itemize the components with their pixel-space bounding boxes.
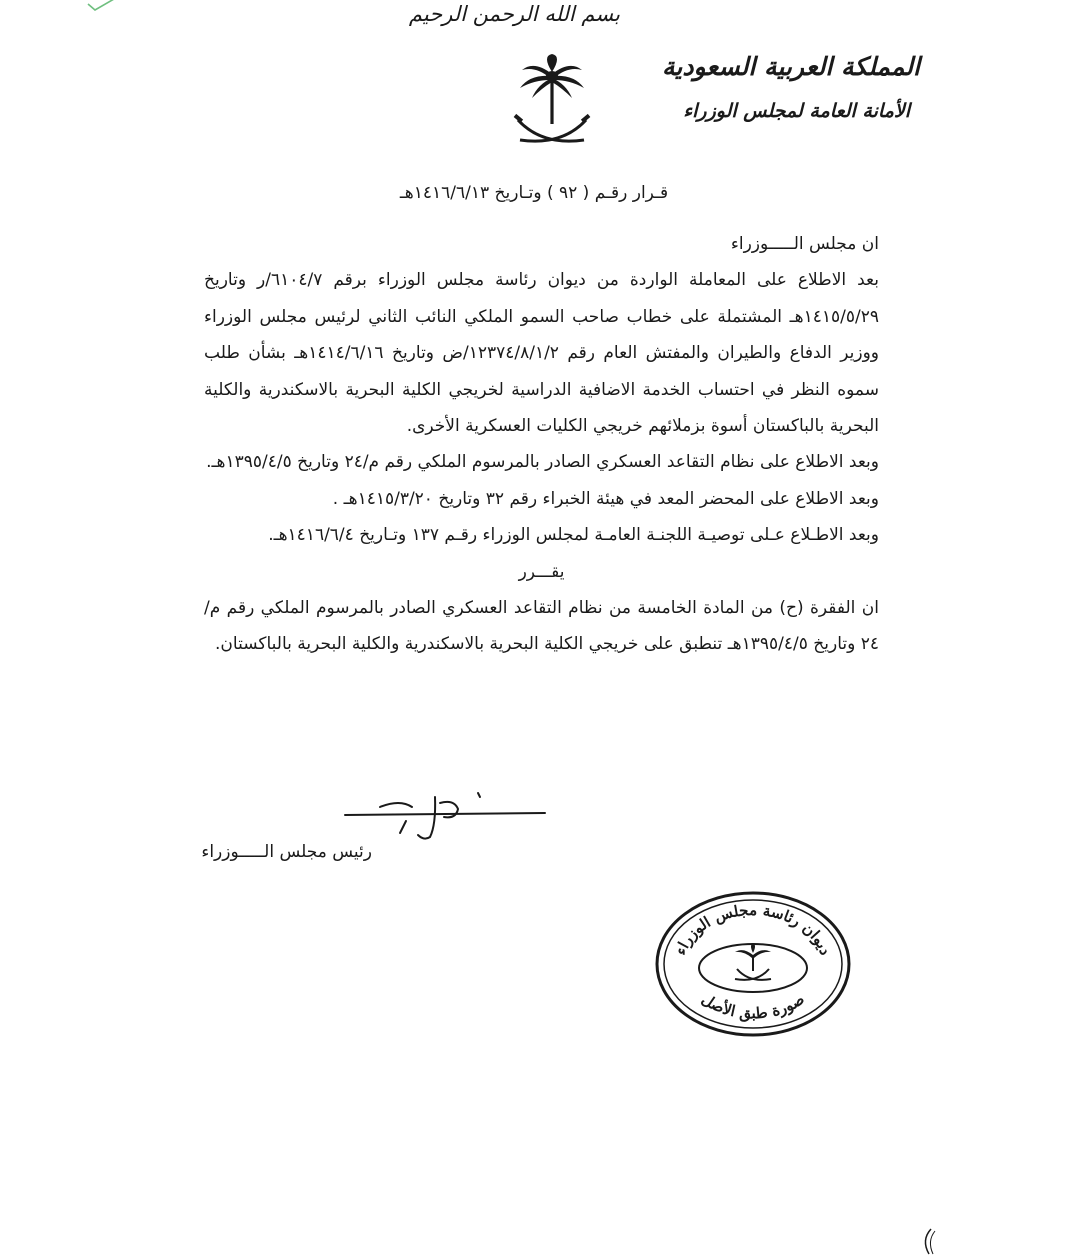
decision-body [204,226,879,663]
paragraph-decision: ان الفقرة (ح) من المادة الخامسة من نظام التقاعد العسكري الصادر بالمرسوم الملكي رقم م/٢٤ وتاريخ ١٣٩٥/٤/٥هـ تنطبق على خريجي الكلية البحرية بالاسكندرية والكلية البحرية بالباكستان. [204,598,879,655]
decides-heading: يقـــرر [518,561,565,582]
secretariat-name: الأمانة العامة لمجلس الوزراء [683,100,910,122]
decision-title: قـرار رقـم ( ٩٢ ) وتـاريخ ١٤١٦/٦/١٣هـ [399,183,669,203]
paragraph-experts-minutes: وبعد الاطلاع على المحضر المعد في هيئة الخبراء رقم ٣٢ وتاريخ ١٤١٥/٣/٢٠هـ . [332,488,879,509]
basmala: بسم الله الرحمن الرحيم [408,2,620,26]
signatory-title: رئيس مجلس الـــــوزراء [201,842,372,862]
saudi-emblem-icon [512,54,592,154]
seal-bottom-text: صورة طبق الأصل [698,989,808,1023]
handwritten-signature [340,785,550,845]
paragraph-review-transaction: بعد الاطلاع على المعاملة الواردة من ديوان رئاسة مجلس الوزراء برقم ٦١٠٤/٧/ر وتاريخ ١٤١٥/٥/٢٩هـ المشتملة على خطاب صاحب السمو الملكي النائب الثاني لرئيس مجلس الوزراء ووزير الدفاع والطيران والمفتش العام رقم ١٢٣٧٤/٨/١/٢/ض وتاريخ ١٤١٤/٦/١٦هـ بشأن طلب سموه النظر في احتساب الخدمة الاضافية الدراسية لخريجي الكلية البحرية بالاسكندرية والكلية البحرية بالباكستان أسوة بزملائهم خريجي الكليات العسكرية الأخرى. [204,270,879,437]
seal-top-text: ديوان رئاسة مجلس الوزراء [671,900,835,958]
svg-text:صورة طبق الأصل [698,990,807,1023]
council-opening: ان مجلس الـــــوزراء [730,234,879,254]
edge-mark [915,1228,939,1255]
paragraph-retirement-system: وبعد الاطلاع على نظام التقاعد العسكري الصادر بالمرسوم الملكي رقم م/٢٤ وتاريخ ١٣٩٥/٤/٥هـ. [206,452,879,473]
corner-check-mark [86,0,116,12]
paragraph-committee-recommendation: وبعد الاطـلاع عـلى توصيـة اللجنـة العامـة لمجلس الوزراء رقـم ١٣٧ وتـاريخ ١٤١٦/٦/٤هـ. [268,525,879,546]
kingdom-name: المملكة العربية السعودية [661,52,920,81]
official-seal [653,889,853,1039]
